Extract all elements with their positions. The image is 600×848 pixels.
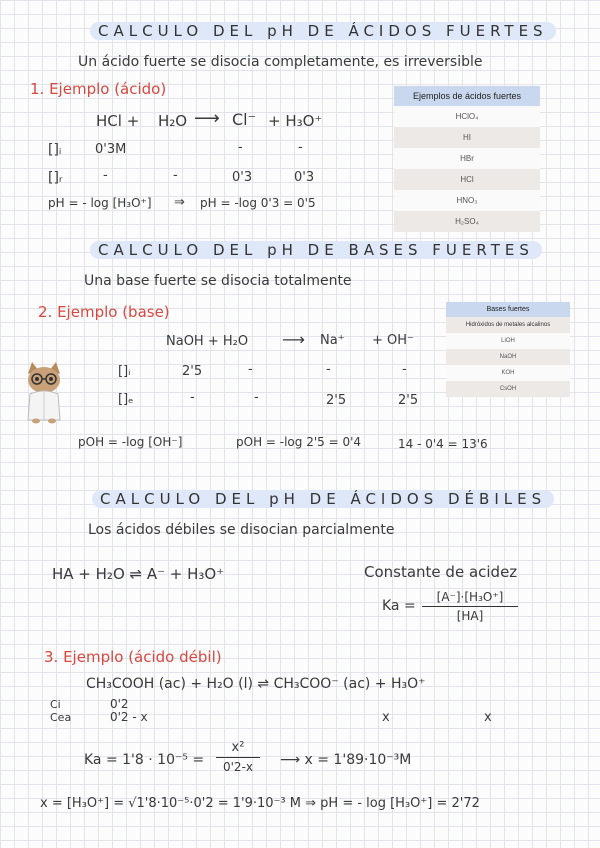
x-squared-fraction: [216, 740, 260, 774]
table-row: KOH: [446, 365, 570, 381]
strong-bases-table-header: Bases fuertes: [446, 302, 570, 317]
oh-eq-conc: 2'5: [398, 393, 419, 408]
na-eq-conc: 2'5: [326, 393, 347, 408]
table-row: NaOH: [446, 349, 570, 365]
section-title-weak-acids: CALCULO DEL pH DE ÁCIDOS DÉBILES: [92, 490, 554, 508]
water-final-dash: -: [173, 168, 178, 183]
h3o-initial-dash: -: [298, 140, 303, 155]
strong-bases-table-subheader: Hidróxidos de metales alcalinos: [446, 317, 570, 333]
row-label-equilibrium: []ₑ: [118, 392, 134, 407]
table-row: HCl: [394, 169, 540, 190]
fraction-bar: [216, 757, 260, 758]
water-initial-dash-2: -: [248, 362, 253, 377]
row-label-initial-2: []ᵢ: [118, 364, 131, 379]
ka-denominator: [HA]: [456, 609, 484, 623]
row-label-ci: Ci: [50, 698, 61, 711]
fraction-denominator: 0'2-x: [223, 760, 253, 774]
ch3cooh-initial: 0'2: [110, 697, 129, 711]
table-row: H₂SO₄: [394, 211, 540, 232]
na-initial-dash: -: [326, 362, 331, 377]
ka-fraction: [422, 590, 518, 623]
fraction-numerator: x²: [231, 740, 245, 755]
eq1-product-h3o: + H₃O⁺: [268, 112, 323, 130]
row-label-final: []ᵣ: [48, 170, 63, 186]
weak-acid-equilibrium: HA + H₂O ⇌ A⁻ + H₃O⁺: [52, 565, 225, 583]
table-row: HNO₃: [394, 190, 540, 211]
weak-acid-definition: Los ácidos débiles se disocian parcialmente: [88, 522, 395, 538]
example-2-heading: 2. Ejemplo (base): [38, 303, 170, 321]
example-3-heading: 3. Ejemplo (ácido débil): [44, 648, 222, 666]
x-result: ⟶ x = 1'89·10⁻³M: [280, 752, 412, 768]
ka-numerator: [A⁻]·[H₃O⁺]: [436, 590, 504, 604]
ph-from-poh: 14 - 0'4 = 13'6: [398, 437, 488, 451]
naoh-eq-dash: -: [190, 390, 195, 405]
eq1-reactant-hcl: HCl +: [96, 112, 140, 130]
hydronium-equilibrium-x: x: [484, 710, 492, 725]
fraction-bar: [422, 606, 518, 607]
cat-scientist-sticker: [20, 360, 68, 424]
section-title-strong-bases: CALCULO DEL pH DE BASES FUERTES: [90, 241, 542, 259]
cl-initial-dash: -: [238, 140, 243, 155]
h3o-final-conc: 0'3: [294, 170, 315, 185]
strong-acids-table: [394, 86, 540, 232]
poh-formula: pOH = -log [OH⁻]: [78, 435, 183, 449]
eq1-arrow: ⟶: [194, 108, 220, 129]
naoh-initial-conc: 2'5: [182, 364, 203, 379]
eq1-product-cl: Cl⁻: [232, 110, 257, 129]
ph-formula: pH = - log [H₃O⁺]: [48, 196, 152, 210]
table-row: HClO₄: [394, 106, 540, 127]
poh-calculation: pOH = -log 2'5 = 0'4: [236, 435, 362, 449]
example-1-heading: 1. Ejemplo (ácido): [30, 80, 167, 98]
cl-final-conc: 0'3: [232, 170, 253, 185]
strong-acids-table-header: Ejemplos de ácidos fuertes: [394, 86, 540, 106]
eq2-reactants: NaOH + H₂O: [166, 334, 249, 349]
hcl-final-dash: -: [103, 168, 108, 183]
row-label-cea: Cea: [50, 711, 72, 724]
table-row: LiOH: [446, 333, 570, 349]
final-ph-calculation: x = [H₃O⁺] = √1'8·10⁻⁵·0'2 = 1'9·10⁻³ M ⇒ pH = - log [H₃O⁺] = 2'72: [40, 796, 480, 811]
ph-calculation: pH = -log 0'3 = 0'5: [200, 196, 316, 210]
eq1-reactant-water: H₂O: [158, 112, 188, 130]
row-label-initial: []ᵢ: [48, 142, 62, 158]
table-row: CsOH: [446, 381, 570, 397]
eq2-arrow: ⟶: [282, 330, 305, 349]
acidity-constant-label: Constante de acidez: [364, 563, 518, 581]
ka-label: Ka =: [382, 598, 416, 614]
eq2-product-na: Na⁺: [320, 333, 345, 348]
table-row: HI: [394, 127, 540, 148]
strong-base-definition: Una base fuerte se disocia totalmente: [84, 273, 352, 289]
implies-arrow: ⇒: [174, 195, 185, 210]
eq2-product-oh: + OH⁻: [372, 333, 414, 348]
water-eq-dash: -: [254, 390, 259, 405]
ch3cooh-equilibrium: 0'2 - x: [110, 710, 148, 724]
acetate-equilibrium-x: x: [382, 710, 390, 725]
hcl-initial-conc: 0'3M: [95, 142, 127, 157]
oh-initial-dash: -: [402, 362, 407, 377]
section-title-strong-acids: CALCULO DEL pH DE ÁCIDOS FUERTES: [90, 22, 556, 40]
table-row: HBr: [394, 148, 540, 169]
ka-value-equation: Ka = 1'8 · 10⁻⁵ =: [84, 752, 205, 768]
strong-bases-table: [446, 302, 570, 397]
acetic-acid-equation: CH₃COOH (ac) + H₂O (l) ⇌ CH₃COO⁻ (ac) + H₃O⁺: [86, 676, 426, 692]
strong-acid-definition: Un ácido fuerte se disocia completamente, es irreversible: [78, 54, 483, 70]
